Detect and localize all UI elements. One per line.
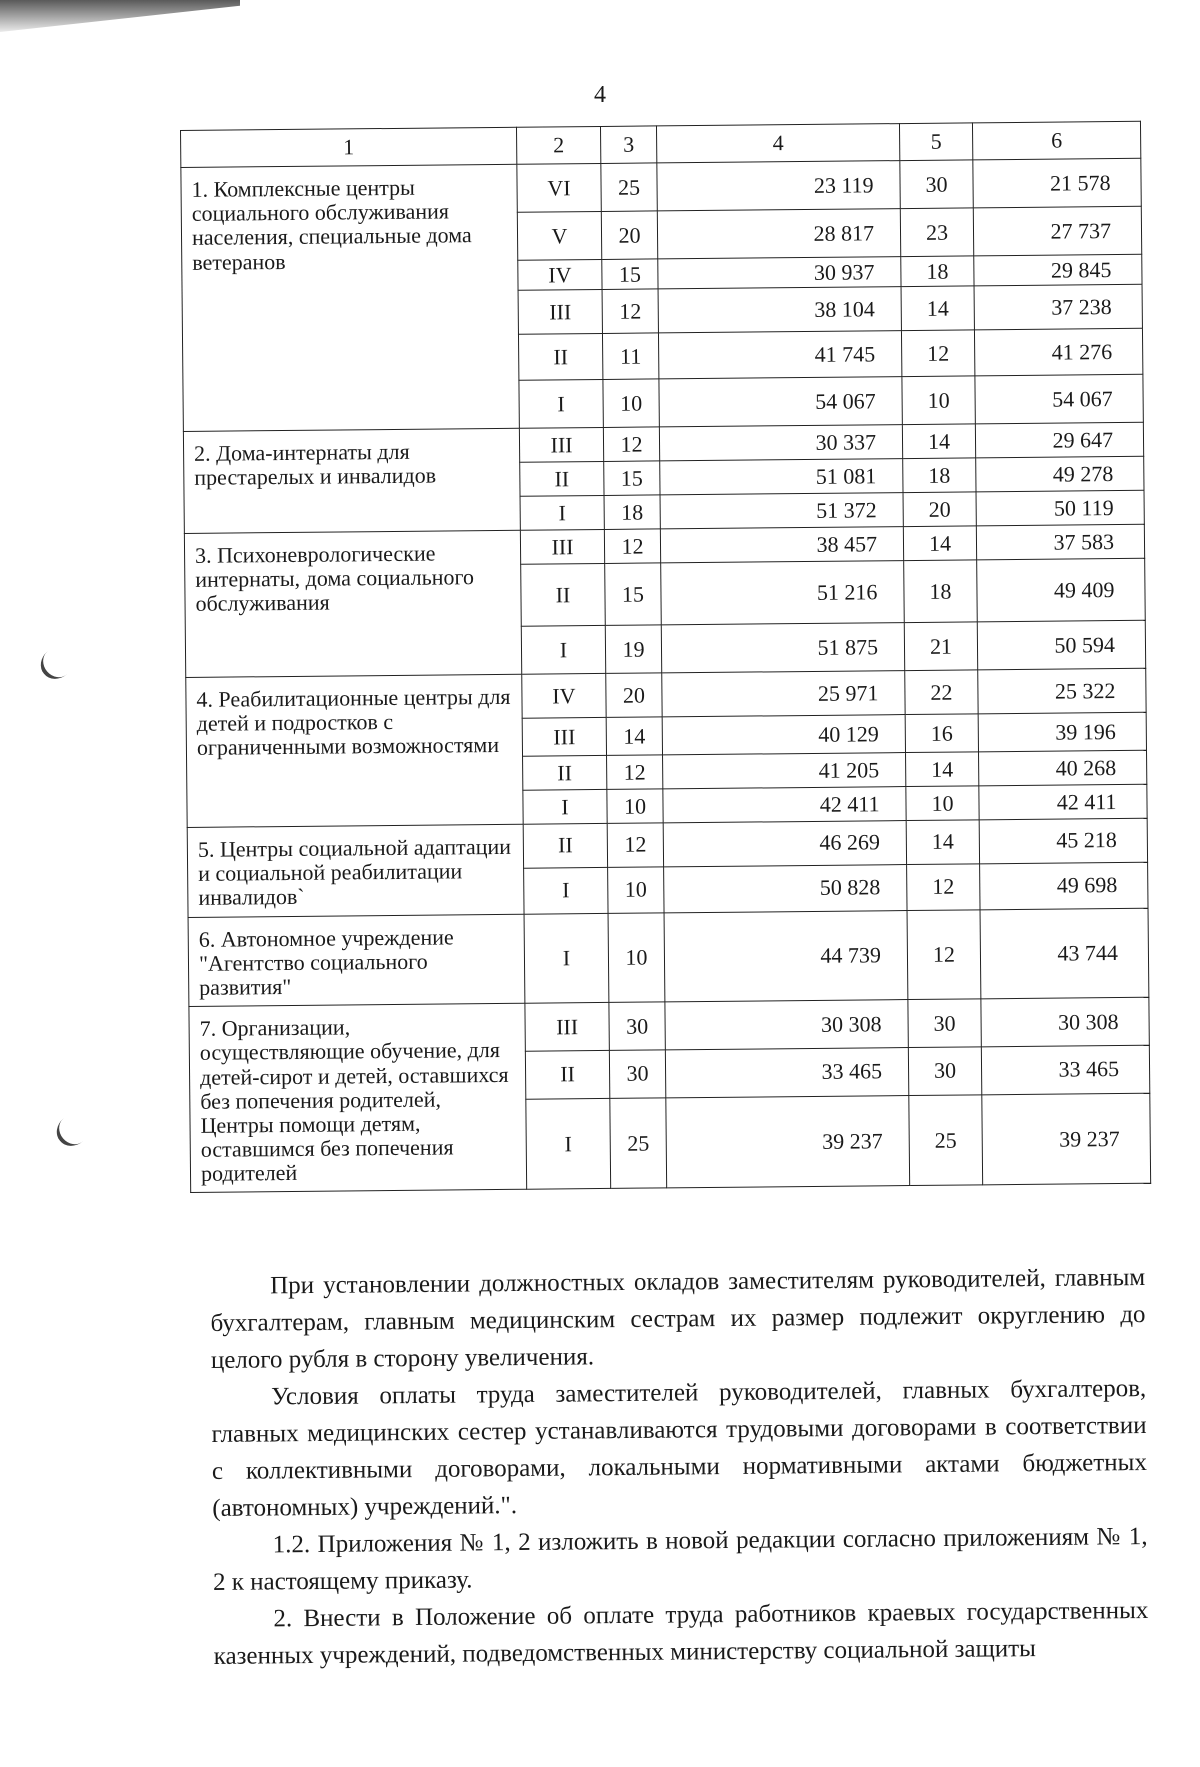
group-cell: I: [520, 495, 604, 530]
column-5-cell: 12: [901, 330, 974, 377]
column-5-cell: 22: [905, 670, 978, 715]
group-cell: I: [524, 867, 608, 914]
column-6-cell: 25 322: [978, 668, 1146, 714]
column-4-cell: 41 205: [663, 753, 906, 789]
column-6-cell: 41 276: [974, 328, 1142, 376]
column-6-cell: 29 647: [975, 422, 1143, 458]
column-5-cell: 25: [909, 1095, 983, 1186]
column-4-cell: 28 817: [657, 209, 900, 259]
column-4-cell: 39 237: [666, 1095, 910, 1188]
column-5-cell: 12: [907, 909, 981, 999]
column-4-cell: 23 119: [657, 161, 900, 211]
column-3-cell: 12: [603, 427, 659, 462]
column-3-cell: 12: [607, 823, 663, 867]
column-header: 4: [656, 124, 899, 163]
group-cell: III: [518, 289, 602, 334]
column-6-cell: 49 278: [976, 456, 1144, 492]
column-3-cell: 10: [608, 912, 665, 1002]
group-cell: II: [520, 461, 604, 496]
group-cell: II: [521, 563, 606, 626]
column-5-cell: 14: [901, 286, 974, 331]
column-3-cell: 25: [601, 163, 657, 212]
column-3-cell: 15: [602, 259, 658, 290]
punch-hole-mark: [34, 641, 79, 686]
column-4-cell: 42 411: [663, 787, 906, 823]
column-5-cell: 18: [901, 256, 974, 287]
column-5-cell: 16: [905, 714, 978, 753]
column-4-cell: 46 269: [663, 821, 906, 867]
column-header: 3: [600, 126, 656, 164]
column-header: 2: [516, 126, 600, 164]
punch-hole-mark: [50, 1108, 95, 1153]
column-3-cell: 10: [607, 789, 663, 824]
column-3-cell: 15: [605, 563, 662, 626]
group-cell: I: [523, 789, 607, 824]
institution-type-cell: 6. Автономное учреждение "Агентство социального развития": [188, 914, 525, 1007]
group-cell: III: [525, 1003, 609, 1052]
column-3-cell: 10: [603, 379, 659, 428]
column-3-cell: 19: [605, 625, 661, 674]
column-5-cell: 10: [902, 376, 975, 425]
column-6-cell: 49 409: [977, 558, 1146, 622]
column-4-cell: 30 337: [659, 425, 902, 461]
table-row: [188, 908, 1149, 1007]
column-5-cell: 21: [904, 622, 977, 671]
column-4-cell: 25 971: [662, 671, 905, 717]
paragraph: Условия оплаты труда заместителей руководителей, главных бухгалтеров, главных медицинских сестер устанавливаются трудовыми договорами в соответствии с коллективными договорами, локальными нормативными актами бюджетных (автономных) учреждений.".: [211, 1375, 1148, 1522]
column-6-cell: 54 067: [975, 374, 1143, 424]
paragraph: 2. Внести в Положение об оплате труда работников краевых государственных казенных учреждений, подведомственных министерству социальной защиты: [213, 1597, 1149, 1670]
column-5-cell: 30: [908, 999, 981, 1047]
column-6-cell: 39 237: [982, 1093, 1151, 1185]
institution-type-cell: 3. Психоневрологические интернаты, дома социального обслуживания: [184, 530, 521, 677]
column-4-cell: 54 067: [659, 377, 902, 427]
group-cell: II: [523, 823, 607, 868]
column-5-cell: 20: [903, 492, 976, 527]
column-6-cell: 45 218: [979, 818, 1147, 863]
paragraph: 1.2. Приложения № 1, 2 изложить в новой редакции согласно приложениям № 1, 2 к настоящему приказу.: [212, 1523, 1148, 1596]
column-6-cell: 33 465: [981, 1045, 1149, 1094]
column-4-cell: 51 372: [660, 493, 903, 529]
column-3-cell: 12: [607, 755, 663, 790]
institution-type-cell: 4. Реабилитационные центры для детей и подростков с ограниченными возможностями: [186, 674, 523, 827]
column-header: 5: [899, 123, 972, 161]
column-5-cell: 14: [906, 820, 979, 864]
institution-type-cell: 1. Комплексные центры социального обслуживания населения, специальные дома ветеранов: [181, 164, 520, 431]
page-number: 4: [594, 82, 606, 108]
institution-type-cell: 7. Организации, осуществляющие обучение, для детей-сирот и детей, оставшихся без попечения родителей, Центры помощи детям, оставшимся без попечения родителей: [189, 1003, 527, 1193]
group-cell: III: [519, 427, 603, 462]
group-cell: II: [523, 755, 607, 790]
column-5-cell: 30: [900, 160, 973, 209]
column-6-cell: 43 744: [980, 908, 1149, 999]
column-4-cell: 30 308: [665, 1000, 908, 1050]
column-4-cell: 41 745: [658, 331, 901, 379]
column-6-cell: 29 845: [974, 254, 1142, 286]
column-6-cell: 30 308: [981, 997, 1149, 1046]
group-cell: V: [517, 211, 601, 260]
column-3-cell: 18: [604, 495, 660, 530]
column-3-cell: 10: [608, 867, 664, 913]
column-4-cell: 50 828: [664, 864, 907, 912]
column-5-cell: 30: [908, 1047, 981, 1095]
group-cell: III: [522, 717, 606, 756]
column-4-cell: 51 216: [661, 561, 905, 625]
group-cell: II: [518, 333, 602, 380]
column-3-cell: 20: [606, 673, 662, 718]
salary-table: [180, 121, 1151, 1194]
column-6-cell: 27 737: [973, 206, 1141, 256]
column-6-cell: 42 411: [979, 784, 1147, 820]
column-5-cell: 10: [906, 786, 979, 821]
group-cell: I: [521, 625, 605, 674]
column-3-cell: 15: [604, 461, 660, 496]
column-3-cell: 30: [609, 1050, 665, 1098]
scan-edge-streak: [0, 0, 240, 32]
column-6-cell: 40 268: [979, 750, 1147, 786]
column-4-cell: 30 937: [658, 257, 901, 289]
column-header: 6: [972, 121, 1140, 160]
group-cell: II: [525, 1050, 609, 1099]
column-6-cell: 37 583: [976, 524, 1144, 560]
column-3-cell: 25: [610, 1098, 667, 1189]
group-cell: IV: [518, 259, 602, 290]
column-5-cell: 18: [903, 458, 976, 493]
group-cell: VI: [517, 163, 601, 212]
column-4-cell: 51 081: [660, 459, 903, 495]
column-header: 1: [181, 127, 517, 167]
column-4-cell: 44 739: [664, 910, 908, 1002]
column-4-cell: 33 465: [665, 1047, 908, 1097]
column-5-cell: 14: [902, 424, 975, 459]
column-4-cell: 51 875: [661, 623, 904, 673]
column-4-cell: 38 104: [658, 287, 901, 333]
group-cell: III: [520, 529, 604, 564]
body-text: [210, 1259, 1149, 1675]
paragraph: При установлении должностных окладов заместителям руководителей, главным бухгалтерам, главным медицинским сестрам их размер подлежит округлению до целого рубля в сторону увеличения.: [210, 1264, 1146, 1374]
column-5-cell: 23: [900, 208, 973, 257]
column-5-cell: 18: [904, 560, 978, 623]
column-3-cell: 20: [601, 211, 657, 260]
column-3-cell: 12: [602, 289, 658, 334]
column-5-cell: 14: [903, 526, 976, 561]
institution-type-cell: 2. Дома-интернаты для престарелых и инвалидов: [183, 428, 520, 533]
column-6-cell: 50 119: [976, 490, 1144, 526]
column-6-cell: 49 698: [980, 862, 1148, 909]
column-4-cell: 40 129: [662, 715, 905, 755]
group-cell: I: [526, 1098, 611, 1190]
column-5-cell: 12: [907, 864, 980, 911]
institution-type-cell: 5. Центры социальной адаптации и социальной реабилитации инвалидов`: [187, 824, 524, 917]
column-5-cell: 14: [906, 752, 979, 787]
column-4-cell: 38 457: [660, 527, 903, 563]
column-6-cell: 37 238: [974, 284, 1142, 330]
column-6-cell: 21 578: [973, 158, 1141, 208]
column-3-cell: 12: [604, 529, 660, 564]
group-cell: IV: [522, 673, 606, 718]
group-cell: I: [519, 379, 603, 428]
column-3-cell: 14: [606, 717, 662, 756]
group-cell: I: [524, 913, 609, 1003]
column-3-cell: 30: [609, 1002, 665, 1050]
table-body: [181, 158, 1151, 1193]
column-6-cell: 50 594: [977, 620, 1145, 670]
column-6-cell: 39 196: [978, 712, 1146, 752]
column-3-cell: 11: [602, 333, 658, 380]
